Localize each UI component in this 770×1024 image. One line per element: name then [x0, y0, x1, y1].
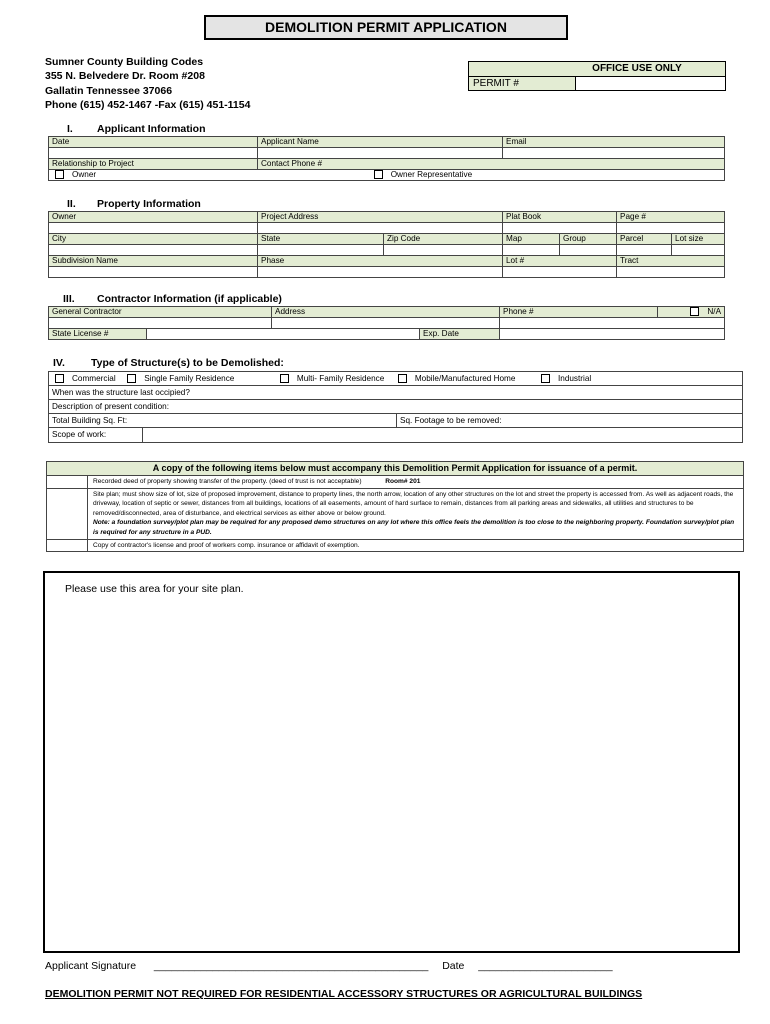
multi-family-label: Multi- Family Residence — [296, 374, 385, 383]
project-address-label: Project Address — [258, 212, 503, 223]
mobile-home-label: Mobile/Manufactured Home — [414, 374, 516, 383]
group-label: Group — [560, 234, 617, 245]
na-option — [658, 307, 725, 318]
mobile-home-checkbox[interactable] — [398, 374, 407, 383]
scope-label: Scope of work: — [49, 428, 143, 443]
email-field[interactable] — [503, 148, 725, 159]
last-occupied-label: When was the structure last occipied? — [52, 388, 190, 397]
commercial-checkbox[interactable] — [55, 374, 64, 383]
group-field[interactable] — [560, 245, 617, 256]
tract-field[interactable] — [617, 267, 725, 278]
address-line: Sumner County Building Codes — [45, 56, 204, 68]
footer-notice: DEMOLITION PERMIT NOT REQUIRED FOR RESIDENTIAL ACCESSORY STRUCTURES OR AGRICULTURAL BUILDINGS — [45, 988, 643, 1000]
subdivision-label: Subdivision Name — [49, 256, 258, 267]
contractor-table — [48, 306, 725, 340]
city-label: City — [49, 234, 258, 245]
state-license-label: State License # — [49, 329, 147, 340]
section-heading-contractor: III. Contractor Information (if applicable) — [63, 293, 282, 305]
lot-size-label: Lot size — [672, 234, 725, 245]
permit-number-field[interactable] — [576, 77, 725, 90]
plat-book-label: Plat Book — [503, 212, 617, 223]
state-label: State — [258, 234, 384, 245]
applicant-name-field[interactable] — [258, 148, 503, 159]
date-signed-field[interactable]: _______________________ — [478, 960, 613, 972]
commercial-label: Commercial — [72, 374, 116, 383]
site-plan-requirement — [88, 489, 743, 539]
property-table — [48, 211, 725, 278]
deed-check-cell[interactable] — [47, 476, 88, 488]
present-condition-field[interactable] — [49, 400, 743, 414]
lot-number-field[interactable] — [503, 267, 617, 278]
multi-family-checkbox[interactable] — [280, 374, 289, 383]
section-heading-structure: IV. Type of Structure(s) to be Demolished: — [53, 357, 284, 369]
address-line: 355 N. Belvedere Dr. Room #208 — [45, 70, 205, 83]
permit-number-label: PERMIT # — [469, 77, 576, 90]
industrial-checkbox[interactable] — [541, 374, 550, 383]
map-label: Map — [503, 234, 560, 245]
section-heading-applicant: I. Applicant Information — [67, 123, 206, 135]
date-signed-label: Date — [442, 960, 465, 972]
single-family-checkbox[interactable] — [127, 374, 136, 383]
owner-rep-option-label: Owner Representative — [390, 170, 473, 179]
license-check-cell[interactable] — [47, 540, 88, 552]
contractor-address-label: Address — [272, 307, 500, 318]
owner-label: Owner — [49, 212, 258, 223]
date-field[interactable] — [49, 148, 258, 159]
parcel-label: Parcel — [617, 234, 672, 245]
lot-size-field[interactable] — [672, 245, 725, 256]
signature-field[interactable]: _______________________________________________ — [153, 960, 429, 972]
address-line: Gallatin Tennessee 37066 — [45, 84, 173, 97]
license-requirement: Copy of contractor's license and proof of workers comp. insurance or affidavit of exemption. — [93, 541, 360, 549]
page-number-field[interactable] — [617, 223, 725, 234]
contractor-phone-field[interactable] — [500, 318, 725, 329]
exp-date-field[interactable] — [500, 329, 725, 340]
present-condition-label: Description of present condition: — [52, 402, 169, 411]
industrial-label: Industrial — [557, 374, 592, 383]
owner-option-label: Owner — [72, 170, 97, 179]
page-title: DEMOLITION PERMIT APPLICATION — [204, 15, 568, 40]
site-plan-requirement-text: Site plan; must show size of lot, size of proposed improvement, distance to property lines, the north arrow, location of any other structures on the lot and street the property is accessed from. As well as adjacent roads, the driveway, location of septic or sewer, distances from all buildings, locations of all easements, amount of hard surface to remain, distances from all parking areas and sidewalks, all utilities and structures to be removed/disconnected, area of disturbance, and electrical services as either above or below ground. — [93, 490, 734, 517]
total-sqft-label: Total Building Sq. Ft: — [52, 416, 128, 425]
site-plan-check-cell[interactable] — [47, 489, 88, 539]
structure-type-options — [49, 372, 743, 386]
relationship-options — [49, 170, 725, 181]
total-sqft-field[interactable] — [49, 414, 397, 428]
subdivision-field[interactable] — [49, 267, 258, 278]
deed-requirement-text: Recorded deed of property showing transfer of the property. (deed of trust is not acceptable) — [93, 478, 362, 485]
applicant-table — [48, 136, 725, 181]
deed-requirement — [88, 476, 425, 488]
applicant-name-label: Applicant Name — [258, 137, 503, 148]
general-contractor-label: General Contractor — [49, 307, 272, 318]
structure-table — [48, 371, 743, 443]
plat-book-field[interactable] — [503, 223, 617, 234]
office-address — [45, 55, 250, 112]
state-license-field[interactable] — [147, 329, 420, 340]
signature-line — [45, 960, 613, 972]
na-checkbox[interactable] — [690, 307, 699, 316]
zip-label: Zip Code — [384, 234, 503, 245]
owner-field[interactable] — [49, 223, 258, 234]
site-plan-area[interactable] — [43, 571, 740, 953]
tract-label: Tract — [617, 256, 725, 267]
parcel-field[interactable] — [617, 245, 672, 256]
required-documents-header: A copy of the following items below must accompany this Demolition Permit Application for issuance of a permit. — [47, 462, 743, 476]
owner-rep-checkbox[interactable] — [374, 170, 383, 179]
required-documents-box — [46, 461, 744, 552]
date-label: Date — [49, 137, 258, 148]
section-heading-property: II. Property Information — [67, 198, 201, 210]
na-label: N/A — [707, 307, 722, 316]
site-plan-instruction: Please use this area for your site plan. — [65, 583, 244, 595]
sqft-removed-label: Sq. Footage to be removed: — [400, 416, 502, 425]
single-family-label: Single Family Residence — [144, 374, 235, 383]
office-use-box — [468, 61, 726, 91]
contact-phone-label: Contact Phone # — [258, 159, 725, 170]
address-line: Phone (615) 452-1467 -Fax (615) 451-1154 — [45, 98, 251, 111]
exp-date-label: Exp. Date — [420, 329, 500, 340]
scope-field[interactable] — [143, 428, 743, 443]
office-use-header: OFFICE USE ONLY — [469, 62, 725, 77]
contractor-address-field[interactable] — [272, 318, 500, 329]
email-label: Email — [503, 137, 725, 148]
phase-label: Phase — [258, 256, 503, 267]
page-number-label: Page # — [617, 212, 725, 223]
project-address-field[interactable] — [258, 223, 503, 234]
sqft-removed-field[interactable] — [397, 414, 743, 428]
signature-label: Applicant Signature — [45, 960, 137, 972]
lot-number-label: Lot # — [503, 256, 617, 267]
zip-field[interactable] — [384, 245, 503, 256]
owner-checkbox[interactable] — [55, 170, 64, 179]
last-occupied-field[interactable] — [49, 386, 743, 400]
general-contractor-field[interactable] — [49, 318, 272, 329]
map-field[interactable] — [503, 245, 560, 256]
phase-field[interactable] — [258, 267, 503, 278]
city-field[interactable] — [49, 245, 258, 256]
relationship-label: Relationship to Project — [49, 159, 258, 170]
site-plan-note: Note: a foundation survey/plot plan may be required for any proposed demo structures on any lot where this office feels the demolition is too close to the neighboring property. Foundation survey/plot plan is required for any structure in a PUD. — [93, 519, 735, 536]
state-field[interactable] — [258, 245, 384, 256]
room-number: Room# 201 — [385, 478, 421, 485]
contractor-phone-label: Phone # — [500, 307, 658, 318]
